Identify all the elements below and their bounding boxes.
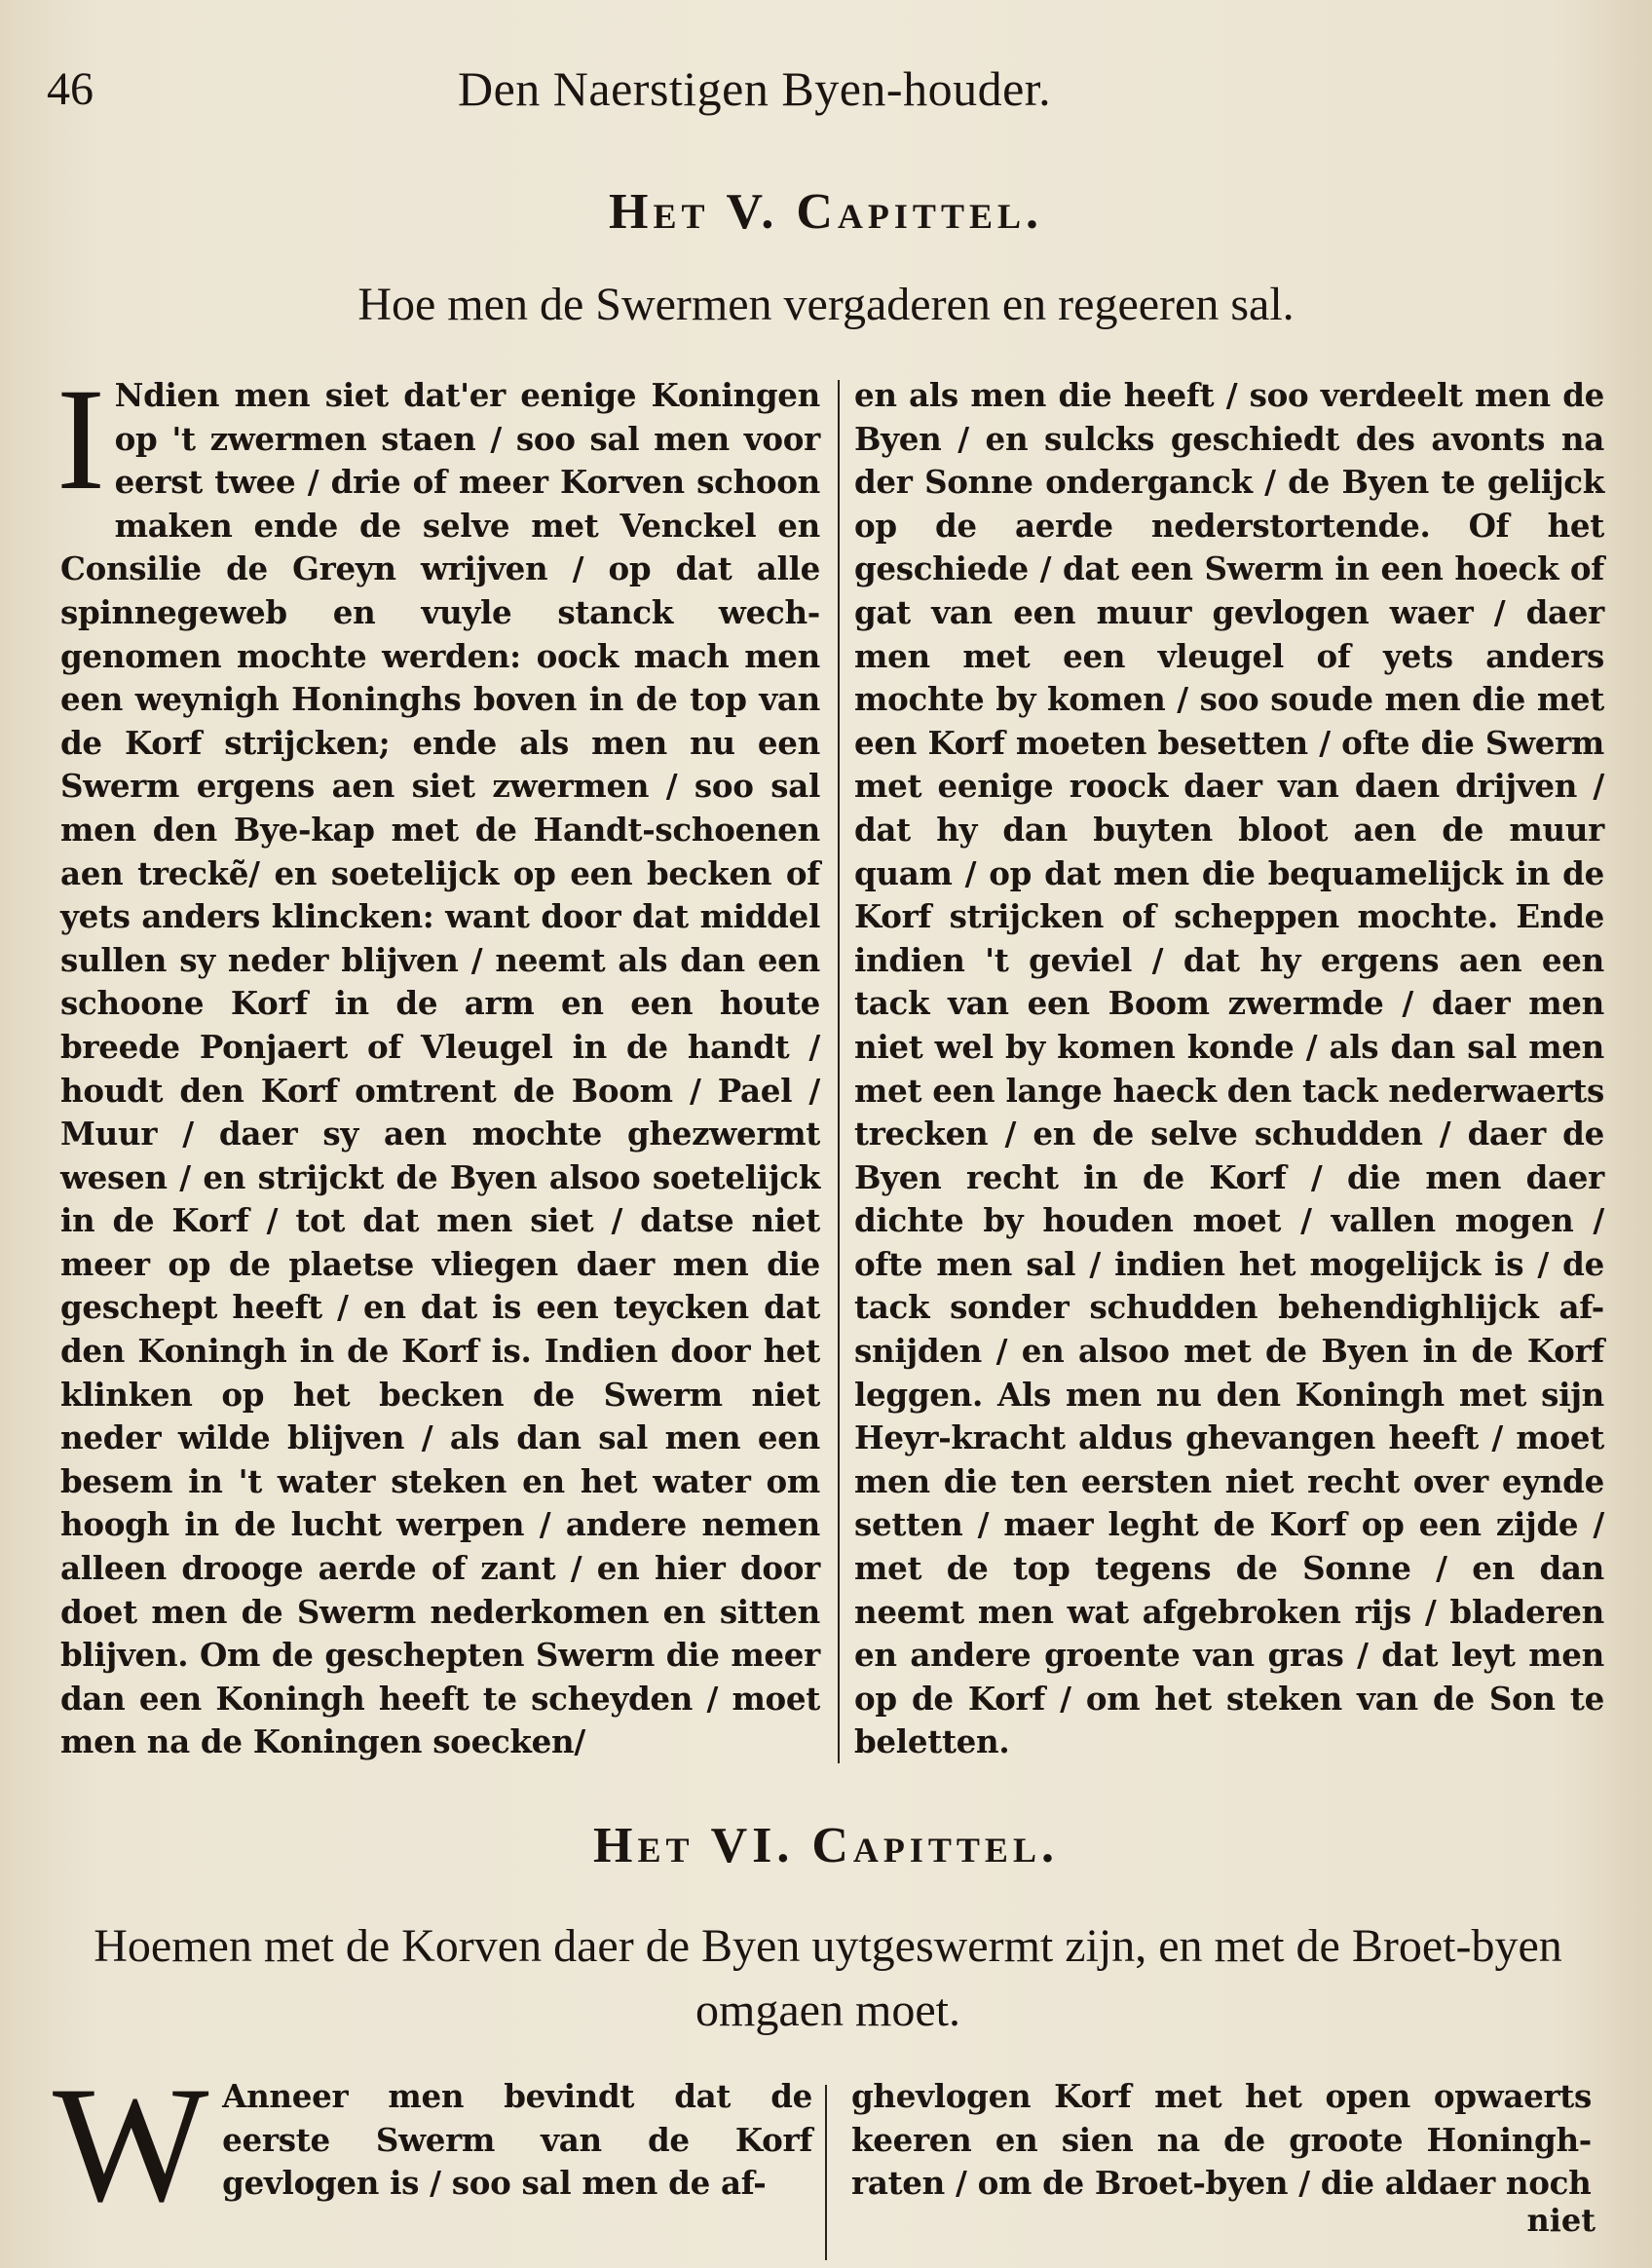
chapter-6-right-text: ghevlogen Korf met het open opwaerts keeren en sien na de groote Honingh-raten / om de Broet-byen / die aldaer noch <box>851 2077 1592 2203</box>
chapter-5-left-text: Ndien men siet dat'er eenige Koningen op 't zwermen staen / soo sal men voor eerst twee / drie of meer Korven schoon maken ende de selve met Venckel en Consilie de Greyn wrijven / op dat alle spinnegeweb en vuyle stanck wech-genomen mochte werden: oock mach men een weynigh Honinghs boven in de top van de Korf strijcken; ende als men nu een Swerm ergens aen siet zwermen / soo sal men den Bye-kap met de Handt-schoenen aen treckẽ/ en soetelijck op een becken of yets anders klincken: want door dat middel sullen sy neder blijven / neemt als dan een schoone Korf in de arm en een houte breede Ponjaert of Vleugel in de handt / houdt den Korf omtrent de Boom / Pael / Muur / daer sy aen mochte ghezwermt wesen / en strijckt de Byen alsoo soetelijck in de Korf / tot dat men siet / datse niet meer op de plaetse vliegen daer men die geschept heeft / en dat is een teycken dat den Koningh in de Korf is. Indien door het klinken op het becken de Swerm niet neder wilde blijven / als dan sal men een besem in 't water steken en het water om hoogh in de lucht werpen / andere nemen alleen drooge aerde of zant / en hier door doet men de Swerm nederkomen en sitten blijven. Om de geschepten Swerm die meer dan een Koningh heeft te scheyden / moet men na de Koningen soecken/ <box>60 376 820 1761</box>
chapter-6-right-column <box>851 2075 1592 2206</box>
dropcap-initial-w: W <box>53 2053 209 2236</box>
catchword: niet <box>1526 2202 1596 2239</box>
chapter-5-subtitle: Hoe men de Swermen vergaderen en regeeren sal. <box>357 279 1295 330</box>
chapter-5-heading: Het V. Capittel. <box>609 184 1043 240</box>
chapter-6-subtitle: Hoemen met de Korven daer de Byen uytgeswermt zijn, en met de Broet-byen omgaen moet. <box>94 1920 1562 2036</box>
column-divider-2 <box>825 2085 827 2260</box>
page-header <box>0 57 1652 125</box>
page-number: 46 <box>47 63 94 115</box>
column-divider <box>838 380 840 1763</box>
running-title: Den Naerstigen Byen-houder. <box>458 61 1052 116</box>
dropcap-initial: I <box>56 359 105 520</box>
chapter-5-right-text: en als men die heeft / soo verdeelt men de Byen / en sulcks geschiedt des avonts na der Sonne onderganck / de Byen te gelijck op de aerde nederstortende. Of het geschiede / dat een Swerm in een hoeck of gat van een muur gevlogen waer / daer men met een vleugel of yets anders mochte by komen / soo soude men die met een Korf moeten besetten / ofte die Swerm met eenige roock daer van daen drijven / dat hy dan buyten bloot aen de muur quam / op dat men die bequamelijck in de Korf strijcken of scheppen mochte. Ende indien 't geviel / dat hy ergens aen een tack van een Boom zwermde / daer men niet wel by komen konde / als dan sal men met een lange haeck den tack nederwaerts trecken / en de selve schudden / daer de Byen recht in de Korf / die men daer dichte by houden moet / vallen mogen / ofte men sal / indien het mogelijck is / de tack sonder schudden behendighlijck af-snijden / en alsoo met de Byen in de Korf leggen. Als men nu den Koningh met sijn Heyr-kracht aldus ghevangen heeft / moet men die ten eersten niet recht over eynde setten / maer leght de Korf op een zijde / met de top tegens de Sonne / en dan neemt men wat afgebroken rijs / bladeren en andere groente van gras / dat leyt men op de Korf / om het steken van de Son te beletten. <box>854 376 1604 1761</box>
chapter-6-left-text: Anneer men bevindt dat de eerste Swerm van de Korf gevlogen is / soo sal men de af- <box>222 2077 812 2203</box>
chapter-6-left-column <box>53 2053 812 2236</box>
chapter-5-right-column <box>854 374 1604 1764</box>
chapter-5-left-column <box>56 359 820 1764</box>
chapter-6-heading: Het VI. Capittel. <box>593 1818 1059 1873</box>
